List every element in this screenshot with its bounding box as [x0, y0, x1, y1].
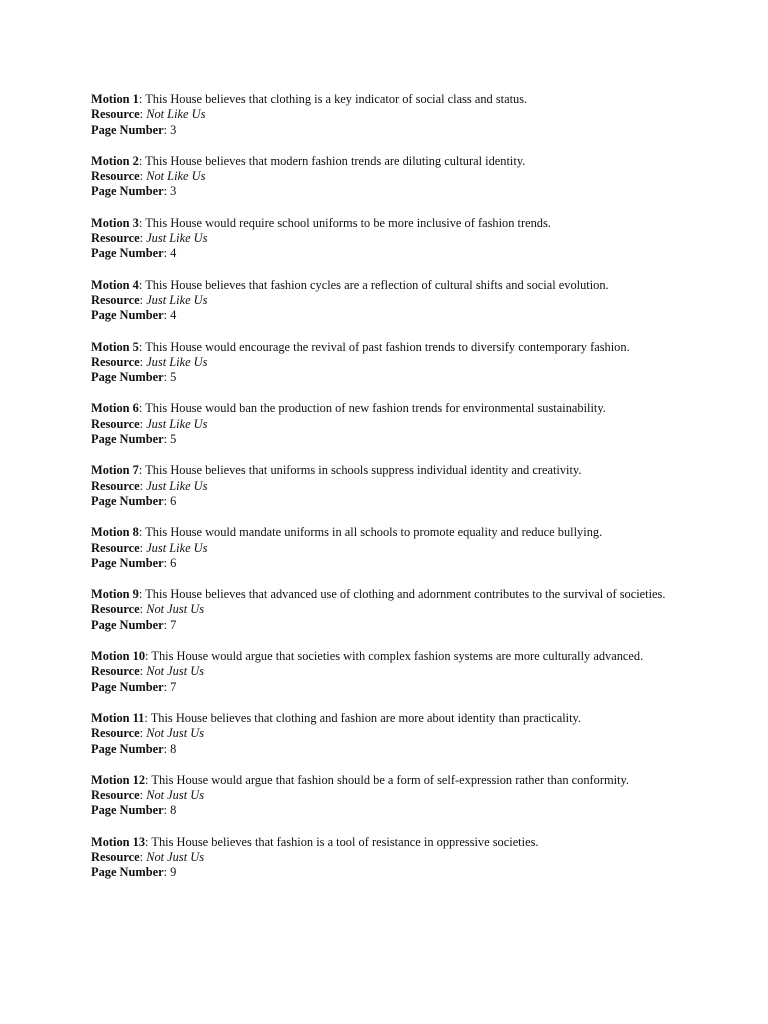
- motion-number: 4: [132, 277, 139, 292]
- page-number-value: 5: [170, 432, 177, 447]
- page-number-line: [91, 556, 731, 571]
- page-number-line: [91, 865, 731, 880]
- resource-value: Not Just Us: [146, 788, 205, 803]
- page-number-label: Page Number: [91, 679, 164, 694]
- motion-label: Motion: [91, 710, 133, 725]
- page-number-label: Page Number: [91, 308, 164, 323]
- page-number-line: [91, 308, 731, 323]
- page-number-separator: :: [163, 679, 171, 694]
- resource-line: [91, 479, 731, 494]
- page-number-value: 6: [170, 555, 177, 570]
- page-number-line: [91, 680, 731, 695]
- resource-separator: :: [139, 478, 147, 493]
- page-number-value: 5: [170, 370, 177, 385]
- motion-line: [91, 835, 731, 850]
- page-number-value: 3: [170, 122, 177, 137]
- motion-label: Motion: [91, 92, 133, 106]
- resource-label: Resource: [91, 726, 140, 741]
- motion-separator: :: [138, 525, 146, 540]
- resource-label: Resource: [91, 354, 140, 369]
- motion-text: This House believes that modern fashion trends are diluting cultural identity.: [145, 153, 526, 168]
- motion-line: [91, 216, 731, 231]
- page-number-value: 4: [170, 308, 177, 323]
- resource-separator: :: [139, 107, 147, 122]
- resource-line: [91, 169, 731, 184]
- resource-line: [91, 664, 731, 679]
- page-number-value: 7: [170, 679, 177, 694]
- resource-line: [91, 231, 731, 246]
- page-number-label: Page Number: [91, 246, 164, 261]
- resource-value: Just Like Us: [146, 354, 208, 369]
- motion-text: This House would argue that societies with complex fashion systems are more culturally advanced.: [151, 649, 644, 664]
- motion-number: 5: [132, 339, 139, 354]
- page-number-separator: :: [163, 432, 171, 447]
- resource-separator: :: [139, 788, 147, 803]
- page-number-label: Page Number: [91, 432, 164, 447]
- motion-text: This House believes that advanced use of clothing and adornment contributes to the survival of societies.: [145, 587, 666, 602]
- resource-value: Just Like Us: [146, 540, 208, 555]
- motion-separator: :: [145, 649, 152, 664]
- motion-label: Motion: [91, 772, 133, 787]
- page-number-line: [91, 618, 731, 633]
- motion-line: [91, 340, 731, 355]
- resource-label: Resource: [91, 478, 140, 493]
- motion-text: This House would encourage the revival of past fashion trends to diversify contemporary fashion.: [145, 339, 630, 354]
- motion-text: This House would ban the production of new fashion trends for environmental sustainability.: [145, 401, 606, 416]
- resource-label: Resource: [91, 416, 140, 431]
- resource-label: Resource: [91, 292, 140, 307]
- resource-line: [91, 602, 731, 617]
- motion-entry: [91, 587, 731, 633]
- motion-line: [91, 401, 731, 416]
- motion-separator: :: [138, 92, 146, 106]
- resource-value: Just Like Us: [146, 231, 208, 246]
- resource-line: [91, 417, 731, 432]
- motion-number: 8: [132, 525, 139, 540]
- motion-entry: [91, 463, 731, 509]
- motion-line: [91, 587, 731, 602]
- resource-line: [91, 850, 731, 865]
- page-number-line: [91, 432, 731, 447]
- page-number-value: 6: [170, 493, 177, 508]
- motion-label: Motion: [91, 215, 133, 230]
- resource-value: Just Like Us: [146, 292, 208, 307]
- page-number-separator: :: [163, 741, 171, 756]
- motion-entry: [91, 649, 731, 695]
- page-number-line: [91, 494, 731, 509]
- page-number-separator: :: [163, 184, 171, 199]
- resource-separator: :: [139, 231, 147, 246]
- resource-label: Resource: [91, 849, 140, 864]
- resource-label: Resource: [91, 169, 140, 184]
- page-number-separator: :: [163, 122, 171, 137]
- motion-number: 6: [132, 401, 139, 416]
- resource-separator: :: [139, 292, 147, 307]
- resource-label: Resource: [91, 788, 140, 803]
- motion-label: Motion: [91, 587, 133, 602]
- motion-number: 7: [132, 463, 139, 478]
- motion-list: [91, 92, 731, 881]
- page-number-value: 3: [170, 184, 177, 199]
- motion-separator: :: [138, 215, 146, 230]
- motion-line: [91, 649, 731, 664]
- motion-number: 12: [132, 772, 146, 787]
- resource-separator: :: [139, 602, 147, 617]
- page-number-label: Page Number: [91, 370, 164, 385]
- page-number-value: 4: [170, 246, 177, 261]
- motion-line: [91, 525, 731, 540]
- resource-label: Resource: [91, 602, 140, 617]
- motion-label: Motion: [91, 463, 133, 478]
- resource-value: Not Like Us: [146, 169, 206, 184]
- motion-text: This House believes that uniforms in schools suppress individual identity and creativity.: [145, 463, 582, 478]
- motion-number: 13: [132, 834, 146, 849]
- resource-separator: :: [139, 169, 147, 184]
- page-number-separator: :: [163, 865, 171, 880]
- page-number-line: [91, 184, 731, 199]
- motion-separator: :: [138, 277, 146, 292]
- motion-separator: :: [145, 834, 152, 849]
- motion-separator: :: [138, 153, 146, 168]
- motion-entry: [91, 154, 731, 200]
- motion-separator: :: [138, 401, 146, 416]
- page-number-separator: :: [163, 493, 171, 508]
- page-number-separator: :: [163, 308, 171, 323]
- page-number-label: Page Number: [91, 865, 164, 880]
- resource-value: Not Just Us: [146, 602, 205, 617]
- page-number-line: [91, 742, 731, 757]
- page-number-line: [91, 803, 731, 818]
- resource-line: [91, 355, 731, 370]
- motion-entry: [91, 401, 731, 447]
- page-number-separator: :: [163, 555, 171, 570]
- motion-text: This House believes that clothing is a key indicator of social class and status.: [145, 92, 528, 106]
- page-number-value: 8: [170, 741, 177, 756]
- resource-separator: :: [139, 540, 147, 555]
- motion-line: [91, 711, 731, 726]
- motion-separator: :: [138, 339, 146, 354]
- resource-value: Not Just Us: [146, 726, 205, 741]
- resource-value: Not Just Us: [146, 849, 205, 864]
- motion-label: Motion: [91, 834, 133, 849]
- motion-separator: :: [138, 463, 146, 478]
- motion-label: Motion: [91, 649, 133, 664]
- motion-number: 1: [132, 92, 139, 106]
- motion-entry: [91, 773, 731, 819]
- page-number-line: [91, 123, 731, 138]
- motion-text: This House believes that fashion is a tool of resistance in oppressive societies.: [151, 834, 539, 849]
- motion-number: 11: [132, 710, 145, 725]
- page-number-label: Page Number: [91, 122, 164, 137]
- resource-separator: :: [139, 416, 147, 431]
- motion-entry: [91, 216, 731, 262]
- motion-entry: [91, 711, 731, 757]
- page-number-label: Page Number: [91, 555, 164, 570]
- resource-line: [91, 107, 731, 122]
- motion-label: Motion: [91, 339, 133, 354]
- page-number-label: Page Number: [91, 617, 164, 632]
- motion-line: [91, 154, 731, 169]
- motion-entry: [91, 92, 731, 138]
- page-number-label: Page Number: [91, 741, 164, 756]
- resource-value: Just Like Us: [146, 478, 208, 493]
- motion-number: 10: [132, 649, 146, 664]
- page-number-separator: :: [163, 803, 171, 818]
- resource-line: [91, 726, 731, 741]
- page-number-value: 7: [170, 617, 177, 632]
- resource-value: Not Just Us: [146, 664, 205, 679]
- page-number-label: Page Number: [91, 493, 164, 508]
- resource-separator: :: [139, 664, 147, 679]
- resource-value: Not Like Us: [146, 107, 206, 122]
- motion-label: Motion: [91, 277, 133, 292]
- page-number-value: 8: [170, 803, 177, 818]
- motion-entry: [91, 278, 731, 324]
- resource-label: Resource: [91, 540, 140, 555]
- motion-label: Motion: [91, 401, 133, 416]
- motion-text: This House would mandate uniforms in all schools to promote equality and reduce bullying.: [145, 525, 603, 540]
- resource-line: [91, 788, 731, 803]
- motion-label: Motion: [91, 153, 133, 168]
- motion-separator: :: [145, 772, 152, 787]
- motion-entry: [91, 525, 731, 571]
- page-number-label: Page Number: [91, 803, 164, 818]
- motion-entry: [91, 340, 731, 386]
- page-number-line: [91, 370, 731, 385]
- motion-separator: :: [144, 710, 151, 725]
- page-number-value: 9: [170, 865, 177, 880]
- motion-text: This House would require school uniforms to be more inclusive of fashion trends.: [145, 215, 551, 230]
- page-number-line: [91, 246, 731, 261]
- resource-label: Resource: [91, 231, 140, 246]
- motion-line: [91, 278, 731, 293]
- motion-separator: :: [138, 587, 146, 602]
- resource-line: [91, 541, 731, 556]
- page-number-separator: :: [163, 246, 171, 261]
- motion-number: 3: [132, 215, 139, 230]
- motion-text: This House believes that fashion cycles are a reflection of cultural shifts and social evolution.: [145, 277, 609, 292]
- resource-separator: :: [139, 849, 147, 864]
- resource-value: Just Like Us: [146, 416, 208, 431]
- motions-document: [91, 92, 731, 897]
- motion-label: Motion: [91, 525, 133, 540]
- motion-number: 2: [132, 153, 139, 168]
- motion-line: [91, 92, 731, 107]
- resource-label: Resource: [91, 664, 140, 679]
- motion-line: [91, 773, 731, 788]
- motion-number: 9: [132, 587, 139, 602]
- page-number-separator: :: [163, 617, 171, 632]
- motion-entry: [91, 835, 731, 881]
- motion-line: [91, 463, 731, 478]
- motion-text: This House believes that clothing and fashion are more about identity than practicality.: [150, 710, 582, 725]
- resource-separator: :: [139, 726, 147, 741]
- resource-separator: :: [139, 354, 147, 369]
- page-number-separator: :: [163, 370, 171, 385]
- page-number-label: Page Number: [91, 184, 164, 199]
- motion-text: This House would argue that fashion should be a form of self-expression rather than conformity.: [151, 772, 629, 787]
- resource-label: Resource: [91, 107, 140, 122]
- resource-line: [91, 293, 731, 308]
